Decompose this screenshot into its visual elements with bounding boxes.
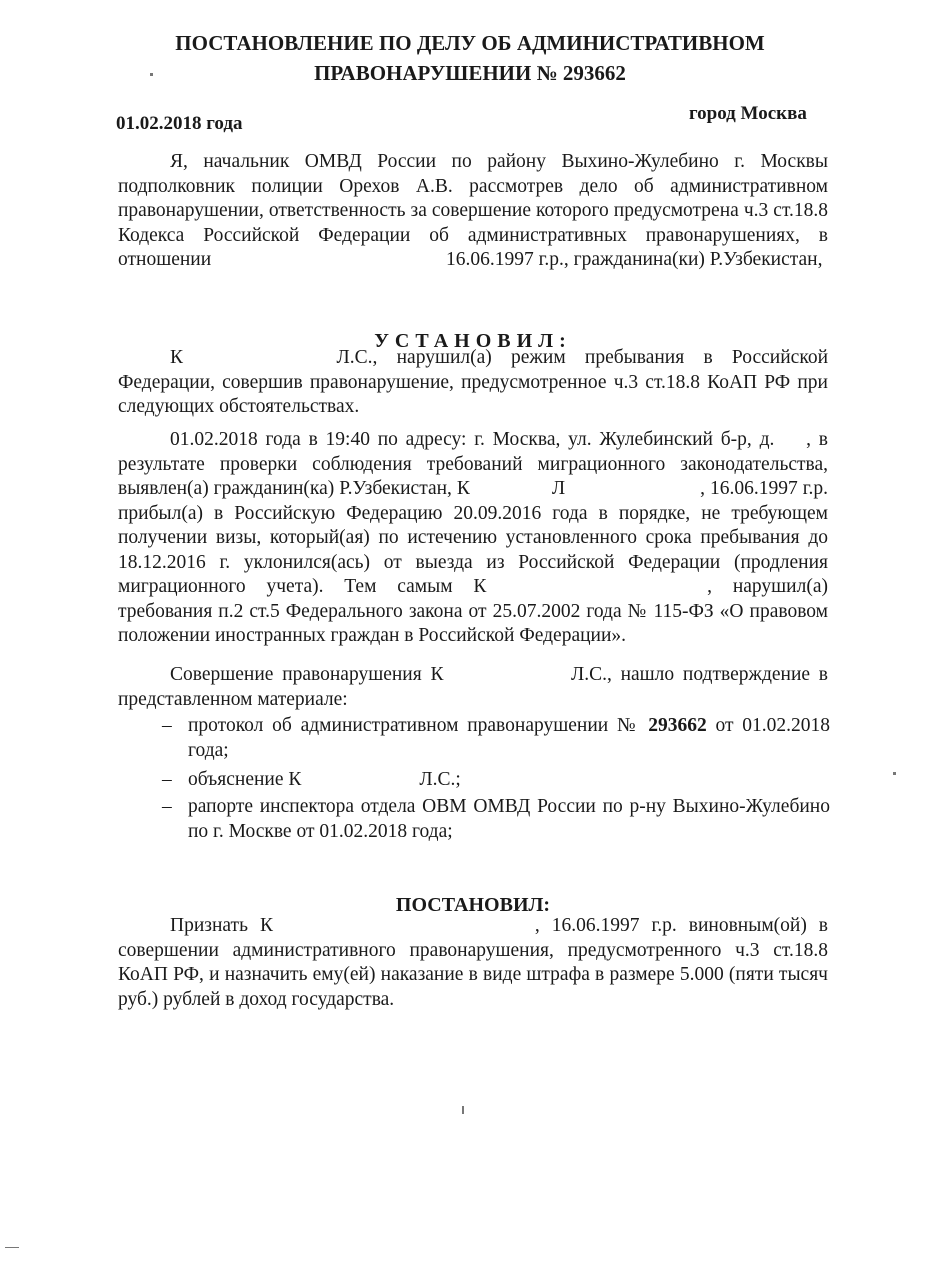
document-date: 01.02.2018 года — [116, 113, 243, 134]
post-text-a: Признать К — [170, 915, 273, 936]
ust-p1-text-a: К — [170, 347, 184, 368]
evidence-dash: – — [162, 715, 172, 736]
scan-speck — [150, 73, 153, 76]
ust-p2-text-c: Л — [551, 478, 566, 499]
post-text-b: , 16.06.1997 г.р. виновным(ой) в совершении административного правонарушения, предусмотренного ч.3 ст.18.8 КоАП РФ, и назначить ему(ей) наказание в виде штрафа в размере 5.000 (пяти тысяч руб.) рублей в доход государства. — [118, 915, 829, 1010]
ust-p2-text-e: , нарушил(а) требования п.2 ст.5 Федерального закона от 25.07.2002 года № 115-ФЗ «О правовом положении иностранных граждан в Российской Федерации». — [118, 576, 828, 646]
evidence-bold: 293662 — [648, 715, 707, 736]
scan-speck — [5, 1247, 19, 1248]
title-line-1: ПОСТАНОВЛЕНИЕ ПО ДЕЛУ ОБ АДМИНИСТРАТИВНОМ — [175, 31, 765, 55]
heading-ustanovil: УСТАНОВИЛ: — [374, 330, 572, 352]
evidence-text: рапорте инспектора отдела ОВМ ОМВД России по р-ну Выхино-Жулебино по г. Москве от 01.02.2018 года; — [188, 796, 830, 842]
ust-p3-text-b: Л.С., нашло подтверждение в представленном материале: — [118, 664, 829, 710]
document-city: город Москва — [689, 103, 807, 124]
document-title — [120, 28, 820, 88]
intro-paragraph — [118, 150, 828, 273]
postanovil-paragraph — [118, 914, 828, 1012]
evidence-item — [162, 795, 830, 844]
ust-p2-text-d: , 16.06.1997 г.р. прибыл(а) в Российскую Федерацию 20.09.2016 года в порядке, не требующем получении визы, который(ая) по истечению установленного срока пребывания до 18.12.2016 г. уклонился(ась) от выезда из Российской Федерации (продления миграционного учета). Тем самым К — [118, 478, 828, 597]
evidence-item — [162, 714, 831, 763]
scan-speck — [893, 772, 896, 775]
evidence-text-a: объяснение К — [188, 769, 302, 790]
intro-text-b: 16.06.1997 г.р., гражданина(ки) Р.Узбекистан, — [445, 249, 823, 270]
ustanovil-paragraph-3 — [118, 663, 828, 712]
evidence-text — [168, 768, 830, 793]
evidence-text — [168, 714, 830, 763]
evidence-text-a: протокол об административном правонарушении № — [188, 715, 640, 736]
ust-p3-text-a: Совершение правонарушения К — [170, 664, 444, 685]
ust-p2-text-b: , в результате проверки соблюдения требований миграционного законодательства, выявлен(а) гражданин(ка) Р.Узбекистан, К — [118, 429, 829, 499]
ustanovil-paragraph-2 — [118, 428, 828, 649]
scan-speck — [462, 1106, 464, 1114]
evidence-text-b: Л.С.; — [419, 769, 461, 790]
title-line-2: ПРАВОНАРУШЕНИИ № 293662 — [314, 61, 626, 85]
heading-postanovil: ПОСТАНОВИЛ: — [395, 894, 551, 916]
ustanovil-paragraph-1 — [118, 346, 828, 420]
evidence-dash: – — [162, 796, 172, 817]
ust-p2-text-a: 01.02.2018 года в 19:40 по адресу: г. Москва, ул. Жулебинский б-р, д. — [170, 429, 775, 450]
evidence-dash: – — [162, 769, 172, 790]
evidence-text-b: от 01.02.2018 года; — [188, 715, 831, 761]
ust-p1-text-b: Л.С., нарушил(а) режим пребывания в Российской Федерации, совершив правонарушение, предусмотренное ч.3 ст.18.8 КоАП РФ при следующих обстоятельствах. — [118, 347, 829, 417]
evidence-item — [162, 768, 830, 793]
intro-text-a: Я, начальник ОМВД России по району Выхино-Жулебино г. Москвы подполковник полиции Орехов А.В. рассмотрев дело об административном правонарушении, ответственность за совершение которого предусмотрена ч.3 ст.18.8 Кодекса Российской Федерации об административных правонарушениях, в отношении — [118, 151, 828, 270]
